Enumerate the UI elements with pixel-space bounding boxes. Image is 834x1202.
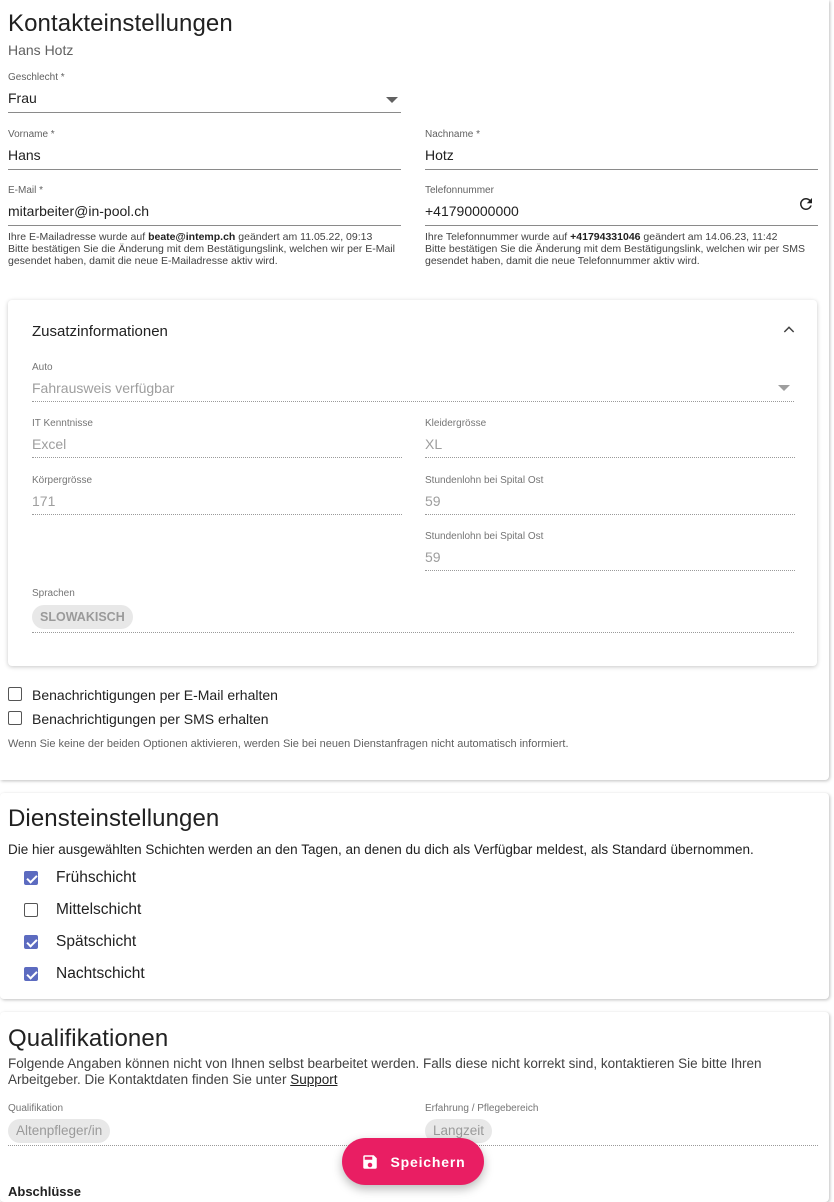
shift-checkbox[interactable] [24,903,38,917]
wage1-label: Stundenlohn bei Spital Ost [425,475,544,486]
email-notification-checkbox[interactable] [8,687,22,701]
email-hint-date: geändert am 11.05.22, 09:13 [235,231,373,243]
phone-underline [425,225,818,226]
phone-label: Telefonnummer [425,185,494,196]
refresh-icon[interactable] [797,195,815,213]
email-label: E-Mail * [8,185,44,196]
qualification-label: Qualifikation [8,1103,64,1114]
phone-hint-date: geändert am 14.06.23, 11:42 [640,231,778,243]
notification-note: Wenn Sie keine der beiden Optionen aktivieren, werden Sie bei neuen Dienstanfragen nicht automatisch informiert. [8,738,569,750]
shift-checkbox[interactable] [24,935,38,949]
email-underline [8,225,401,226]
gender-value: Frau [8,90,37,106]
experience-underline [425,1145,818,1146]
shift-checkbox[interactable] [24,967,38,981]
support-link[interactable]: Support [290,1072,338,1087]
wage1-value: 59 [425,493,441,509]
lastname-underline [425,169,818,170]
wage2-underline [425,570,795,571]
phone-hint-confirm: Bitte bestätigen Sie die Änderung mit dem Bestätigungslink, welchen wir per SMS gesendet haben, damit die neue Telefonnummer aktiv wird. [425,243,805,267]
sms-notification-label[interactable]: Benachrichtigungen per SMS erhalten [32,711,269,727]
clothing-label: Kleidergrösse [425,418,487,429]
wage2-value: 59 [425,549,441,565]
email-input[interactable]: mitarbeiter@in-pool.ch [8,203,150,219]
lastname-input[interactable]: Hotz [425,147,454,163]
qualifications-title: Qualifikationen [8,1025,169,1052]
shift-label[interactable]: Spätschicht [56,933,137,950]
lastname-label: Nachname * [425,129,481,140]
clothing-value: XL [425,436,443,452]
language-chip: SLOWAKISCH [32,605,133,629]
service-description: Die hier ausgewählten Schichten werden an den Tagen, an denen du dich als Verfügbar meldest, als Standard übernommen. [8,842,754,857]
contact-title: Kontakteinstellungen [8,10,233,37]
qualifications-description-text: Folgende Angaben können nicht von Ihnen selbst bearbeitet werden. Falls diese nicht korrekt sind, kontaktieren Sie bitte Ihren Arbeitgeber. Die Kontaktdaten finden Sie unter [8,1056,762,1087]
qualification-chip: Altenpfleger/in [8,1119,110,1143]
car-label: Auto [32,362,53,373]
wage1-underline [425,514,795,515]
save-button[interactable] [342,1138,484,1185]
wage2-label: Stundenlohn bei Spital Ost [425,531,544,542]
languages-underline [32,632,794,633]
qualification-underline [8,1145,401,1146]
service-settings-card [0,793,829,999]
degrees-title: Abschlüsse [8,1184,81,1199]
save-button-label: Speichern [390,1153,466,1170]
extra-info-title[interactable]: Zusatzinformationen [32,323,168,340]
gender-select[interactable] [8,90,401,112]
height-value: 171 [32,493,56,509]
firstname-input[interactable]: Hans [8,147,41,163]
phone-input[interactable]: +41790000000 [425,203,519,219]
shift-checkbox[interactable] [24,871,38,885]
service-title: Diensteinstellungen [8,805,220,832]
email-hint-target: beate@intemp.ch [148,231,236,243]
firstname-underline [8,169,401,170]
experience-chip: Langzeit [425,1119,492,1143]
chevron-up-icon[interactable] [781,322,797,338]
languages-label: Sprachen [32,588,75,599]
car-select-value: Fahrausweis verfügbar [32,380,175,396]
height-label: Körpergrösse [32,475,93,486]
extra-info-panel [8,300,817,666]
shift-label[interactable]: Mittelschicht [56,901,142,918]
it-underline [32,457,402,458]
phone-change-hint [425,231,818,267]
car-underline [32,401,794,402]
sms-notification-checkbox[interactable] [8,711,22,725]
clothing-underline [425,457,795,458]
email-hint-text: Ihre E-Mailadresse wurde auf [8,231,149,243]
gender-label: Geschlecht * [8,72,65,83]
qualifications-description [8,1056,808,1088]
contact-person-name: Hans Hotz [8,42,74,58]
email-change-hint [8,231,401,267]
it-value: Excel [32,436,67,452]
height-underline [32,514,402,515]
phone-hint-target: +41794331046 [570,231,641,243]
save-icon [361,1153,379,1171]
chevron-down-icon[interactable] [386,97,398,103]
shift-label[interactable]: Nachtschicht [56,965,145,982]
it-label: IT Kenntnisse [32,418,93,429]
email-hint-confirm: Bitte bestätigen Sie die Änderung mit dem Bestätigungslink, welchen wir per E-Mail gesendet haben, damit die neue E-Mailadresse aktiv wird. [8,243,395,267]
email-notification-label[interactable]: Benachrichtigungen per E-Mail erhalten [32,687,278,703]
shift-label[interactable]: Frühschicht [56,869,137,886]
experience-label: Erfahrung / Pflegebereich [425,1103,539,1114]
gender-underline [8,112,401,113]
firstname-label: Vorname * [8,129,55,140]
phone-hint-text: Ihre Telefonnummer wurde auf [425,231,571,243]
car-chevron-down-icon [778,385,790,391]
